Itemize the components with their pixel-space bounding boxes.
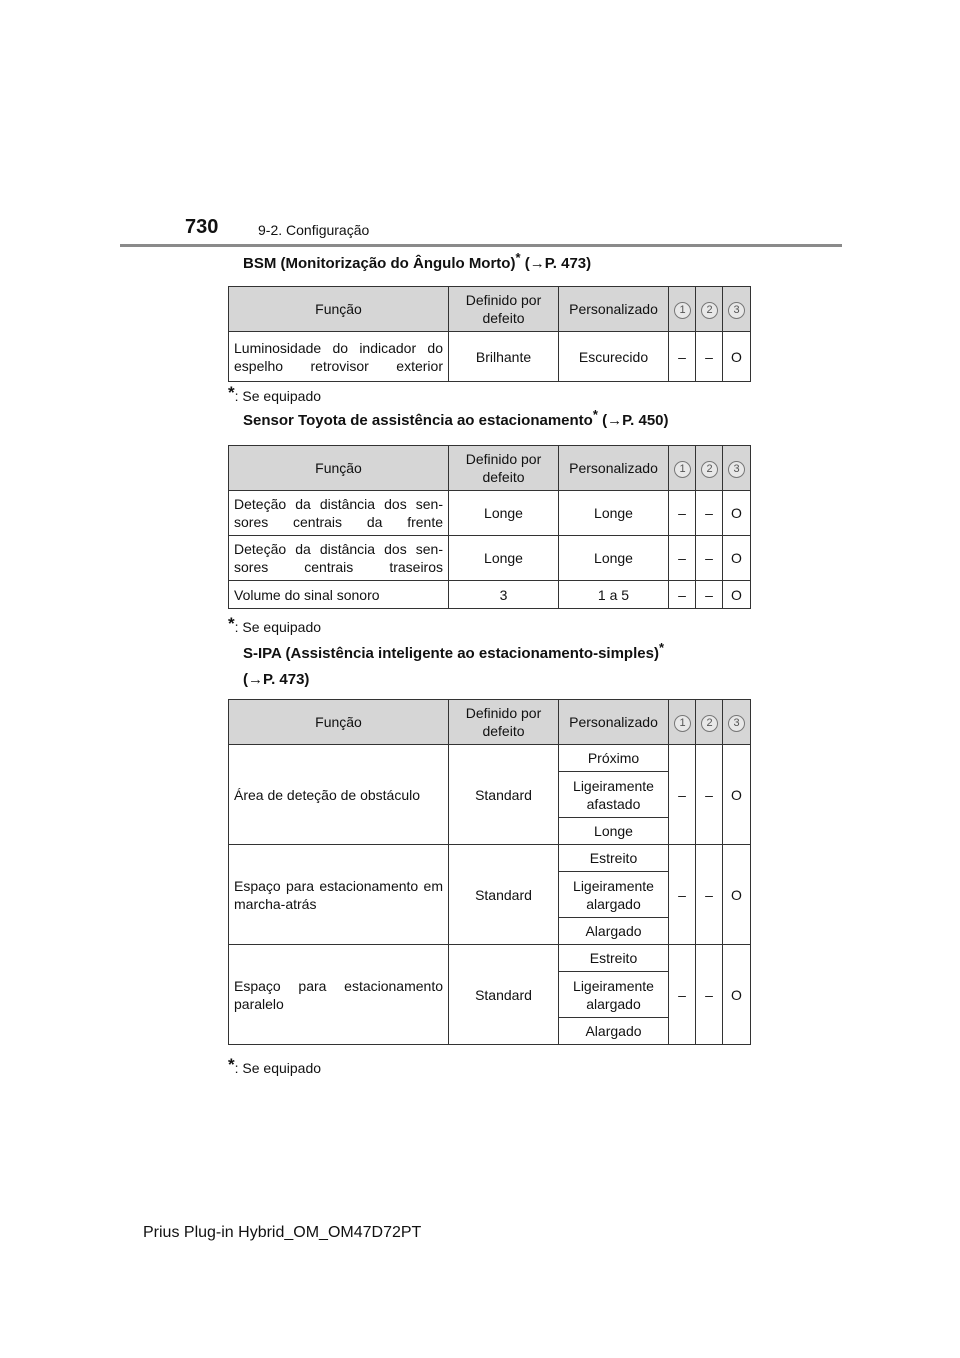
cell-c2: –	[696, 332, 723, 382]
cell-c1: –	[669, 745, 696, 845]
cell-funcao: Espaço para estacionamento paralelo	[229, 945, 449, 1045]
header-col-2	[696, 446, 723, 491]
cell-definido: Brilhante	[449, 332, 559, 382]
cell-option: Longe	[559, 818, 669, 845]
cell-c2: –	[696, 536, 723, 581]
cell-funcao: Espaço para estacionamento em marcha-atrás	[229, 845, 449, 945]
table-header-row	[229, 287, 751, 332]
cell-c2: –	[696, 845, 723, 945]
cell-option: Ligeiramente alargado	[559, 872, 669, 918]
circled-2-icon: 2	[701, 302, 718, 319]
header-rule	[120, 244, 842, 247]
table-header-row	[229, 700, 751, 745]
table-row	[229, 745, 751, 772]
header-funcao: Função	[229, 700, 449, 745]
circled-1-icon: 1	[674, 461, 691, 478]
table-row	[229, 536, 751, 581]
cell-definido: Standard	[449, 945, 559, 1045]
cell-option: Alargado	[559, 1018, 669, 1045]
table-row	[229, 491, 751, 536]
cell-funcao: Deteção da distância dos sen-sores centrais da frente	[229, 491, 449, 536]
cell-c1: –	[669, 581, 696, 609]
cell-option: Estreito	[559, 845, 669, 872]
cell-option: Ligeiramente alargado	[559, 972, 669, 1018]
section-title-sipa: S-IPA (Assistência inteligente ao estacionamento-simples)* (→P. 473)	[243, 640, 665, 688]
table-row	[229, 945, 751, 972]
header-col-3	[723, 287, 751, 332]
header-col-1	[669, 700, 696, 745]
footnote-sensor: *: Se equipado	[228, 614, 322, 635]
cell-c2: –	[696, 745, 723, 845]
cell-c3: O	[723, 536, 751, 581]
header-col-1	[669, 287, 696, 332]
cell-c3: O	[723, 745, 751, 845]
cell-c1: –	[669, 332, 696, 382]
footer-document-id: Prius Plug-in Hybrid_OM_OM47D72PT	[143, 1224, 422, 1241]
table-row	[229, 332, 751, 382]
cell-definido: Standard	[449, 745, 559, 845]
cell-c1: –	[669, 945, 696, 1045]
header-personalizado: Personalizado	[559, 287, 669, 332]
footnote-bsm: *: Se equipado	[228, 383, 322, 404]
header-personalizado: Personalizado	[559, 446, 669, 491]
cell-c2: –	[696, 491, 723, 536]
section-title-bsm: BSM (Monitorização do Ângulo Morto)* (→P. 473)	[243, 250, 592, 272]
cell-definido: Longe	[449, 491, 559, 536]
cell-c3: O	[723, 581, 751, 609]
cell-definido: 3	[449, 581, 559, 609]
circled-3-icon: 3	[728, 302, 745, 319]
circled-1-icon: 1	[674, 302, 691, 319]
cell-funcao: Deteção da distância dos sen-sores centrais traseiros	[229, 536, 449, 581]
cell-c2: –	[696, 581, 723, 609]
section-title-sensor: Sensor Toyota de assistência ao estacionamento* (→P. 450)	[243, 407, 669, 429]
cell-c3: O	[723, 945, 751, 1045]
header-col-3	[723, 446, 751, 491]
circled-3-icon: 3	[728, 715, 745, 732]
cell-c3: O	[723, 491, 751, 536]
cell-funcao: Área de deteção de obstáculo	[229, 745, 449, 845]
cell-c3: O	[723, 332, 751, 382]
cell-definido: Standard	[449, 845, 559, 945]
header-definido: Definido por defeito	[449, 446, 559, 491]
table-header-row	[229, 446, 751, 491]
header-definido: Definido por defeito	[449, 700, 559, 745]
cell-c2: –	[696, 945, 723, 1045]
cell-definido: Longe	[449, 536, 559, 581]
header-funcao: Função	[229, 287, 449, 332]
header-col-2	[696, 700, 723, 745]
cell-c1: –	[669, 536, 696, 581]
header-col-1	[669, 446, 696, 491]
cell-option: Alargado	[559, 918, 669, 945]
cell-funcao: Luminosidade do indicador do espelho retrovisor exterior	[229, 332, 449, 382]
cell-option: Próximo	[559, 745, 669, 772]
header-col-3	[723, 700, 751, 745]
cell-c3: O	[723, 845, 751, 945]
header-funcao: Função	[229, 446, 449, 491]
circled-1-icon: 1	[674, 715, 691, 732]
sipa-table	[228, 699, 751, 1045]
circled-2-icon: 2	[701, 715, 718, 732]
cell-c1: –	[669, 491, 696, 536]
footnote-sipa: *: Se equipado	[228, 1055, 322, 1076]
cell-c1: –	[669, 845, 696, 945]
section-label: 9-2. Configuração	[258, 222, 370, 238]
table-row	[229, 845, 751, 872]
circled-3-icon: 3	[728, 461, 745, 478]
sensor-table	[228, 445, 751, 609]
cell-personalizado: Escurecido	[559, 332, 669, 382]
cell-funcao: Volume do sinal sonoro	[229, 581, 449, 609]
header-col-2	[696, 287, 723, 332]
cell-option: Estreito	[559, 945, 669, 972]
table-row	[229, 581, 751, 609]
bsm-table	[228, 286, 751, 382]
cell-personalizado: 1 a 5	[559, 581, 669, 609]
circled-2-icon: 2	[701, 461, 718, 478]
cell-option: Ligeiramente afastado	[559, 772, 669, 818]
header-definido: Definido por defeito	[449, 287, 559, 332]
header-personalizado: Personalizado	[559, 700, 669, 745]
cell-personalizado: Longe	[559, 536, 669, 581]
page-number: 730	[185, 216, 219, 238]
cell-personalizado: Longe	[559, 491, 669, 536]
